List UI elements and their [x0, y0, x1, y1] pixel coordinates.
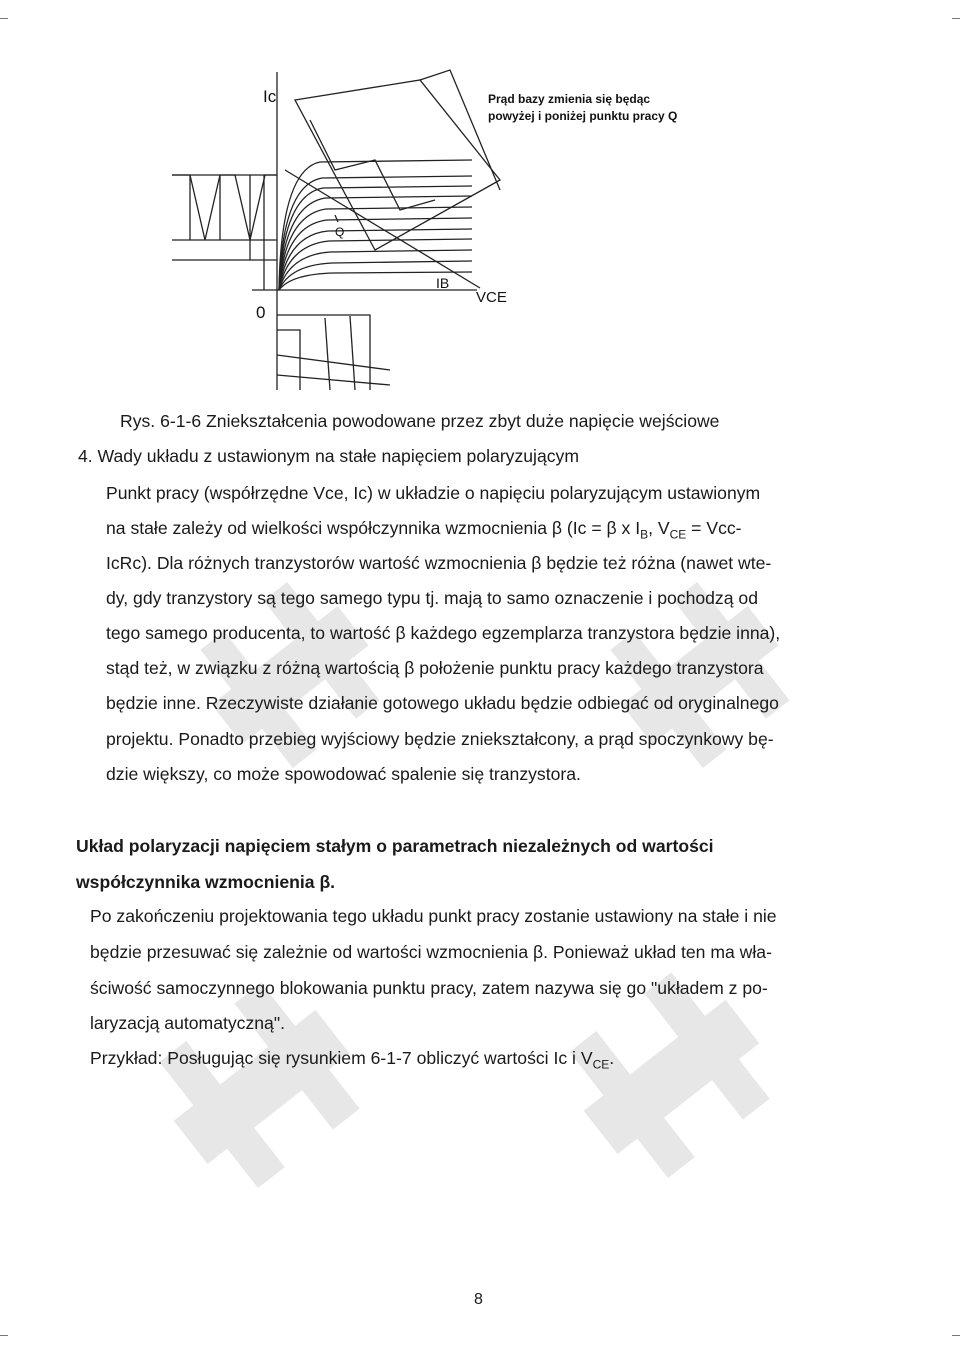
line-text: na stałe zależy od wielkości współczynnika wzmocnienia β (Ic = β x I	[106, 518, 641, 538]
line-text: Przykład: Posługując się rysunkiem 6-1-7 obliczyć wartości Ic i V	[90, 1048, 593, 1068]
axis-y-label: Ic	[263, 87, 277, 106]
page-number: 8	[474, 1291, 483, 1308]
paragraph-line: Punkt pracy (współrzędne Vce, Ic) w układzie o napięciu polaryzującym ustawionym	[106, 483, 761, 503]
paragraph-line: dzie większy, co może spowodować spalenie się tranzystora.	[106, 764, 581, 784]
section-heading: współczynnika wzmocnienia β.	[76, 872, 336, 892]
subscript-ce: CE	[669, 527, 687, 542]
subscript-b: B	[640, 527, 649, 542]
axis-x-label: VCE	[476, 289, 507, 306]
crop-mark	[0, 1335, 8, 1336]
origin-label: 0	[256, 303, 266, 322]
section-title: 4. Wady układu z ustawionym na stałe napięciem polaryzującym	[78, 446, 580, 466]
paragraph-line: laryzacją automatyczną".	[90, 1013, 285, 1033]
crop-mark	[952, 18, 960, 19]
line-text: = Vcc-	[686, 518, 742, 538]
section-heading: Układ polaryzacji napięciem stałym o parametrach niezależnych od wartości	[76, 836, 714, 856]
paragraph-line: dy, gdy tranzystory są tego samego typu tj. mają to samo oznaczenie i pochodzą od	[106, 588, 758, 608]
paragraph-line: tego samego producenta, to wartość β każdego egzemplarza tranzystora będzie inna),	[106, 623, 781, 643]
figure-note-line-2: powyżej i poniżej punktu pracy Q	[488, 109, 678, 123]
line-text: .	[609, 1048, 615, 1068]
paragraph-line: IcRc). Dla różnych tranzystorów wartość wzmocnienia β będzie też różna (nawet wte-	[106, 553, 772, 573]
paragraph-line: stąd też, w związku z różną wartością β położenie punktu pracy każdego tranzystora	[106, 658, 764, 678]
q-point-label: Q	[335, 225, 345, 239]
figure-caption: Rys. 6-1-6 Zniekształcenia powodowane przez zbyt duże napięcie wejściowe	[120, 411, 720, 431]
paragraph-line: będzie przesuwać się zależnie od wartości wzmocnienia β. Ponieważ układ ten ma wła-	[90, 942, 772, 962]
ib-label: IB	[436, 275, 450, 291]
subscript-ce: CE	[592, 1057, 610, 1072]
crop-mark	[0, 18, 8, 19]
transistor-characteristics-figure	[150, 60, 730, 400]
paragraph-line: projektu. Ponadto przebieg wyjściowy będzie zniekształcony, a prąd spoczynkowy bę-	[106, 729, 774, 749]
paragraph-line: ściwość samoczynnego blokowania punktu pracy, zatem nazywa się go "układem z po-	[90, 978, 768, 998]
paragraph-line	[106, 517, 742, 546]
crop-mark	[952, 1335, 960, 1336]
figure-note-line-1: Prąd bazy zmienia się będąc	[488, 92, 651, 106]
paragraph-line: Po zakończeniu projektowania tego układu punkt pracy zostanie ustawiony na stałe i nie	[90, 906, 777, 926]
characteristics-diagram	[150, 60, 730, 400]
paragraph-line: będzie inne. Rzeczywiste działanie gotowego układu będzie odbiegać od oryginalnego	[106, 693, 779, 713]
example-line	[90, 1047, 614, 1076]
line-text: , V	[648, 518, 670, 538]
